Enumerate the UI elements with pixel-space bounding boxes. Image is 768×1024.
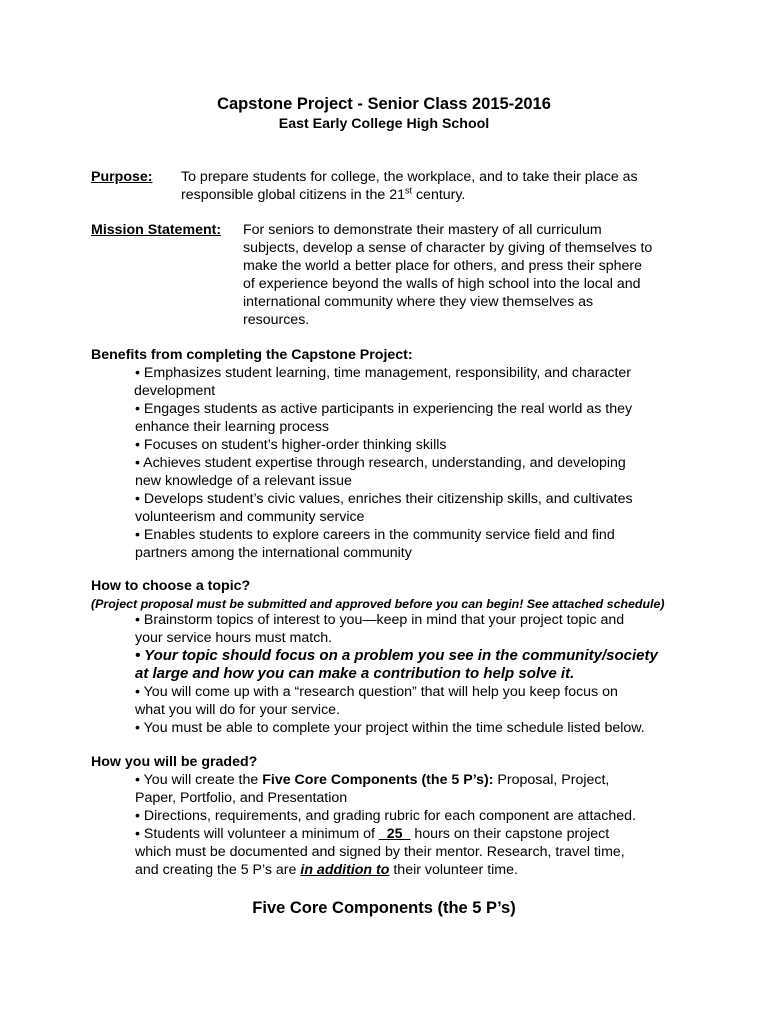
list-item-line: • Engages students as active participants in experiencing the real world as they xyxy=(135,401,633,417)
list-item-text: Proposal, Project, xyxy=(493,772,610,788)
list-item-line: Paper, Portfolio, and Presentation xyxy=(135,790,348,806)
list-item-line: • Directions, requirements, and grading rubric for each component are attached. xyxy=(135,808,637,824)
list-item-text: their volunteer time. xyxy=(389,862,518,878)
list-item-text: • You will create the xyxy=(135,772,263,788)
mission-line: resources. xyxy=(243,312,310,328)
purpose-text xyxy=(181,168,701,204)
topic-note: (Project proposal must be submitted and approved before you can begin! See attached schedule) xyxy=(91,597,665,611)
list-item-line: • Your topic should focus on a problem you see in the community/society xyxy=(135,647,658,664)
emphasis-text: in addition to xyxy=(300,862,390,878)
list-item-line: • Emphasizes student learning, time management, responsibility, and character xyxy=(135,365,632,381)
list-item-line: • Achieves student expertise through research, understanding, and developing xyxy=(135,455,626,471)
list-item-line: what you will do for your service. xyxy=(135,702,341,718)
mission-text xyxy=(243,221,693,329)
ordinal-suffix: st xyxy=(405,185,413,196)
list-item xyxy=(135,436,695,454)
graded-heading: How you will be graded? xyxy=(91,754,258,770)
five-ps-term: Five Core Components (the 5 P’s): xyxy=(262,772,494,788)
purpose-line-text: responsible global citizens in the 21 xyxy=(181,187,405,203)
list-item-text: and creating the 5 P’s are xyxy=(135,862,301,878)
hours-value: _25_ xyxy=(378,826,411,842)
list-item-line: your service hours must match. xyxy=(135,630,333,646)
list-item xyxy=(135,719,695,737)
list-item xyxy=(135,683,695,719)
purpose-line: To prepare students for college, the workplace, and to take their place as xyxy=(181,169,638,185)
mission-line: international community where they view themselves as xyxy=(243,294,594,310)
list-item-text: hours on their capstone project xyxy=(410,826,610,842)
list-item-line: • Brainstorm topics of interest to you—keep in mind that your project topic and xyxy=(135,612,625,628)
list-item-line: which must be documented and signed by their mentor. Research, travel time, xyxy=(135,844,625,860)
mission-line: subjects, develop a sense of character by giving of themselves to xyxy=(243,240,653,256)
list-item-line: • Develops student’s civic values, enriches their citizenship skills, and cultivates xyxy=(135,491,633,507)
benefits-list xyxy=(135,364,695,562)
topic-heading: How to choose a topic? xyxy=(91,578,251,594)
list-item-line: enhance their learning process xyxy=(135,419,330,435)
list-item-line: • Focuses on student’s higher-order thinking skills xyxy=(135,437,447,453)
list-item xyxy=(135,454,695,490)
mission-label: Mission Statement: xyxy=(91,222,222,238)
list-item-line: new knowledge of a relevant issue xyxy=(135,473,352,489)
list-item-line: at large and how you can make a contribution to help solve it. xyxy=(135,665,575,682)
list-item-line: • Enables students to explore careers in the community service field and find xyxy=(135,527,615,543)
list-item xyxy=(135,825,695,879)
topic-list xyxy=(135,611,695,737)
list-item-line xyxy=(135,825,695,843)
list-item xyxy=(135,771,695,807)
list-item-line: development xyxy=(134,383,216,399)
list-item xyxy=(135,526,695,562)
purpose-line xyxy=(181,186,701,204)
list-item xyxy=(135,647,695,683)
components-heading: Five Core Components (the 5 P’s) xyxy=(252,899,516,917)
list-item xyxy=(135,400,695,436)
list-item-line: • You will come up with a “research question” that will help you keep focus on xyxy=(135,684,618,700)
graded-list xyxy=(135,771,695,879)
list-item xyxy=(135,611,695,647)
list-item-line: volunteerism and community service xyxy=(135,509,365,525)
purpose-label: Purpose: xyxy=(91,169,153,185)
list-item xyxy=(135,364,695,400)
list-item xyxy=(135,490,695,526)
list-item-line: partners among the international community xyxy=(135,545,412,561)
list-item xyxy=(135,807,695,825)
mission-line: For seniors to demonstrate their mastery of all curriculum xyxy=(243,222,602,238)
mission-line: make the world a better place for others, and press their sphere xyxy=(243,258,643,274)
list-item-line xyxy=(135,771,695,789)
list-item-line: • You must be able to complete your project within the time schedule listed below. xyxy=(135,720,645,736)
mission-line: of experience beyond the walls of high school into the local and xyxy=(243,276,641,292)
school-name: East Early College High School xyxy=(278,116,490,132)
purpose-line-text: century. xyxy=(412,187,466,203)
benefits-heading: Benefits from completing the Capstone Project: xyxy=(91,347,413,363)
list-item-line xyxy=(135,861,695,879)
list-item-text: • Students will volunteer a minimum of xyxy=(135,826,379,842)
document-title: Capstone Project - Senior Class 2015-2016 xyxy=(217,95,551,113)
